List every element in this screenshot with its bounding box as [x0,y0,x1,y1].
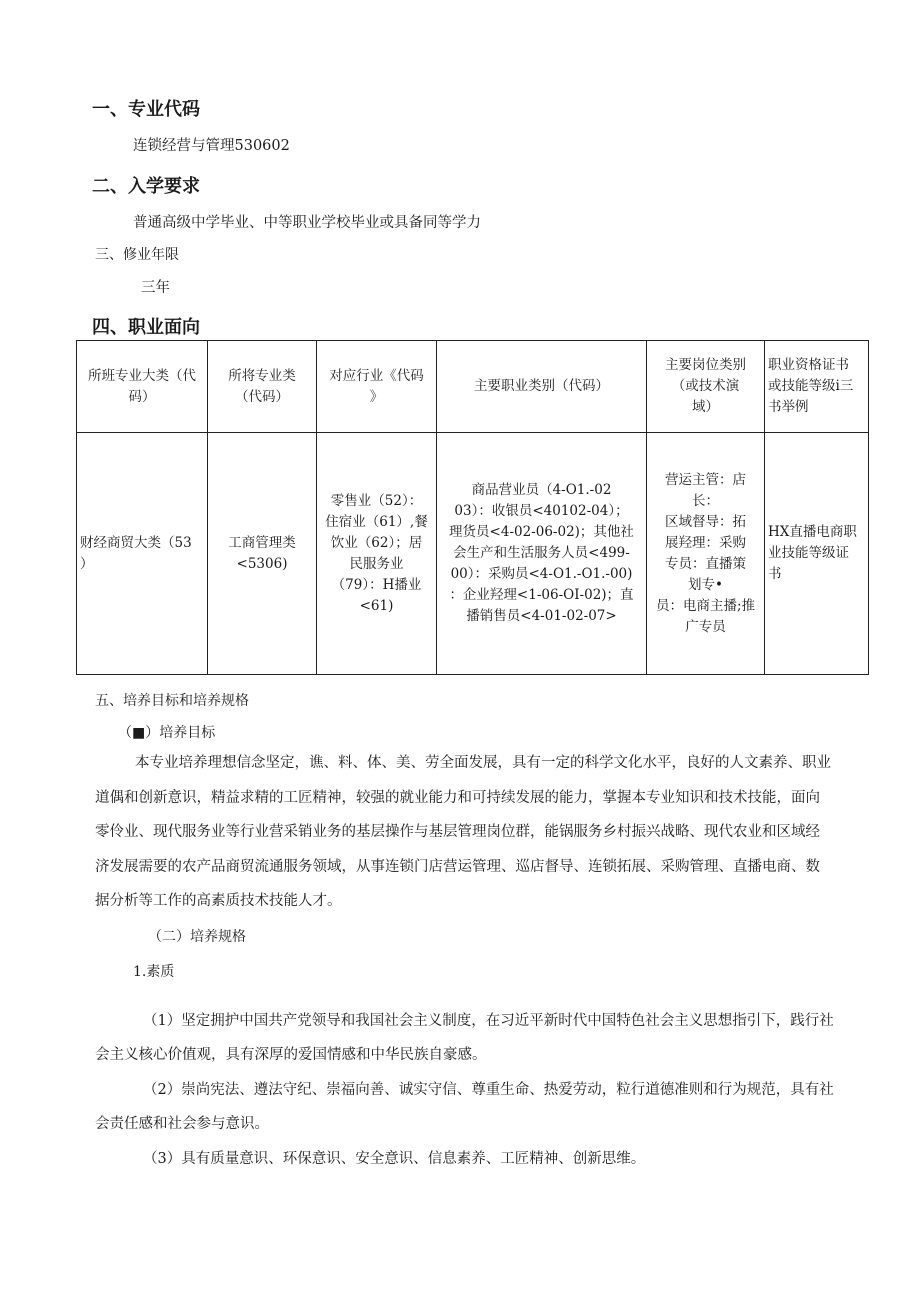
goal-paragraph-line: 零伶业、现代服务业等行业营采销业务的基层操作与基层管理岗位群，能锅服务乡村振兴战略、现代农业和区域经 [95,824,820,840]
table-header-cell: 所将专业类 （代码） [208,341,317,433]
section-heading-admission: 二、入学要求 [92,176,200,197]
table-header-cell: 主要岗位类别 （或技术演 域） [647,341,765,433]
quality-item-line: 会责任感和社会参与意识。 [95,1116,269,1132]
goal-paragraph-line: 本专业培养理想信念坚定，谯、料、体、美、劳全面发展，具有一定的科学文化水平，良好的人文素养、职业 [135,755,831,771]
quality-item-line: （2）崇尚宪法、遵法守纪、崇福向善、诚实守信、尊重生命、热爱劳动，粒行道德准则和行为规范，具有社 [143,1082,834,1098]
training-goal-heading: （■）培养目标 [118,725,216,741]
quality-item-line: 会主义核心价值观，具有深厚的爱国情感和中华民族自豪感。 [95,1047,487,1063]
duration-text: 三年 [141,280,170,296]
section-heading-training: 五、培养目标和培养规格 [95,693,249,709]
table-header-cell: 所班专业大类（代 码） [77,341,208,433]
section-heading-career: 四、职业面向 [92,317,200,338]
career-table [76,340,869,675]
table-header-row [77,341,869,433]
table-row [77,433,869,675]
table-cell: 财经商贸大类（53 ） [77,433,208,675]
table-cell: 零售业（52）： 住宿业（61）,餐 饮业（62）；居 民服务业 （79）：H播业 <61) [317,433,437,675]
goal-paragraph-line: 济发展需要的农产品商贸流通服务领域，从事连锁门店营运管理、巡店督导、连锁拓展、采购管理、直播电商、数 [95,859,820,875]
major-code-text: 连锁经营与管理530602 [133,138,290,154]
section-heading-major-code: 一、专业代码 [92,99,200,120]
goal-paragraph-line: 据分析等工作的高素质技术技能人才。 [95,893,342,909]
section-heading-duration: 三、修业年限 [95,247,179,263]
training-spec-heading: （二）培养规格 [148,929,246,945]
quality-heading: 1.素质 [133,964,175,980]
table-cell: 营运主管：店 长： 区域督导：拓 展羟理：采购 专员：直播策 划专• 员：电商主播;推 广专员 [647,433,765,675]
goal-paragraph-line: 道偶和创新意识，精益求精的工匠精神，较强的就业能力和可持续发展的能力，掌握本专业知识和技术技能，面向 [95,790,820,806]
table-cell: 工商管理类 <5306) [208,433,317,675]
quality-item-line: （1）坚定拥护中国共产党领导和我国社会主义制度，在习近平新时代中国特色社会主义思想指引下，践行社 [143,1013,834,1029]
admission-text: 普通高级中学毕业、中等职业学校毕业或具备同等学力 [133,215,481,231]
table-header-cell: 职业资格证书 或技能等级i三 书举例 [765,341,869,433]
quality-item-line: （3）具有质量意识、环保意识、安全意识、信息素养、工匠精神、创新思维。 [143,1151,646,1167]
table-header-cell: 对应行业《代码 》 [317,341,437,433]
table-header-cell: 主要职业类别（代码） [437,341,647,433]
table-cell: HX直播电商职 业技能等级证 书 [765,433,869,675]
table-cell: 商品营业员（4-O1.-02 03）：收银员<40102-04）； 理货员<4-02-06-02)；其他社 会生产和生活服务人员<499- 00）：采购员<4-O1.-O1.-00) ：企业羟理<1-06-OI-02)；直 播销售员<4-01-02-07> [437,433,647,675]
